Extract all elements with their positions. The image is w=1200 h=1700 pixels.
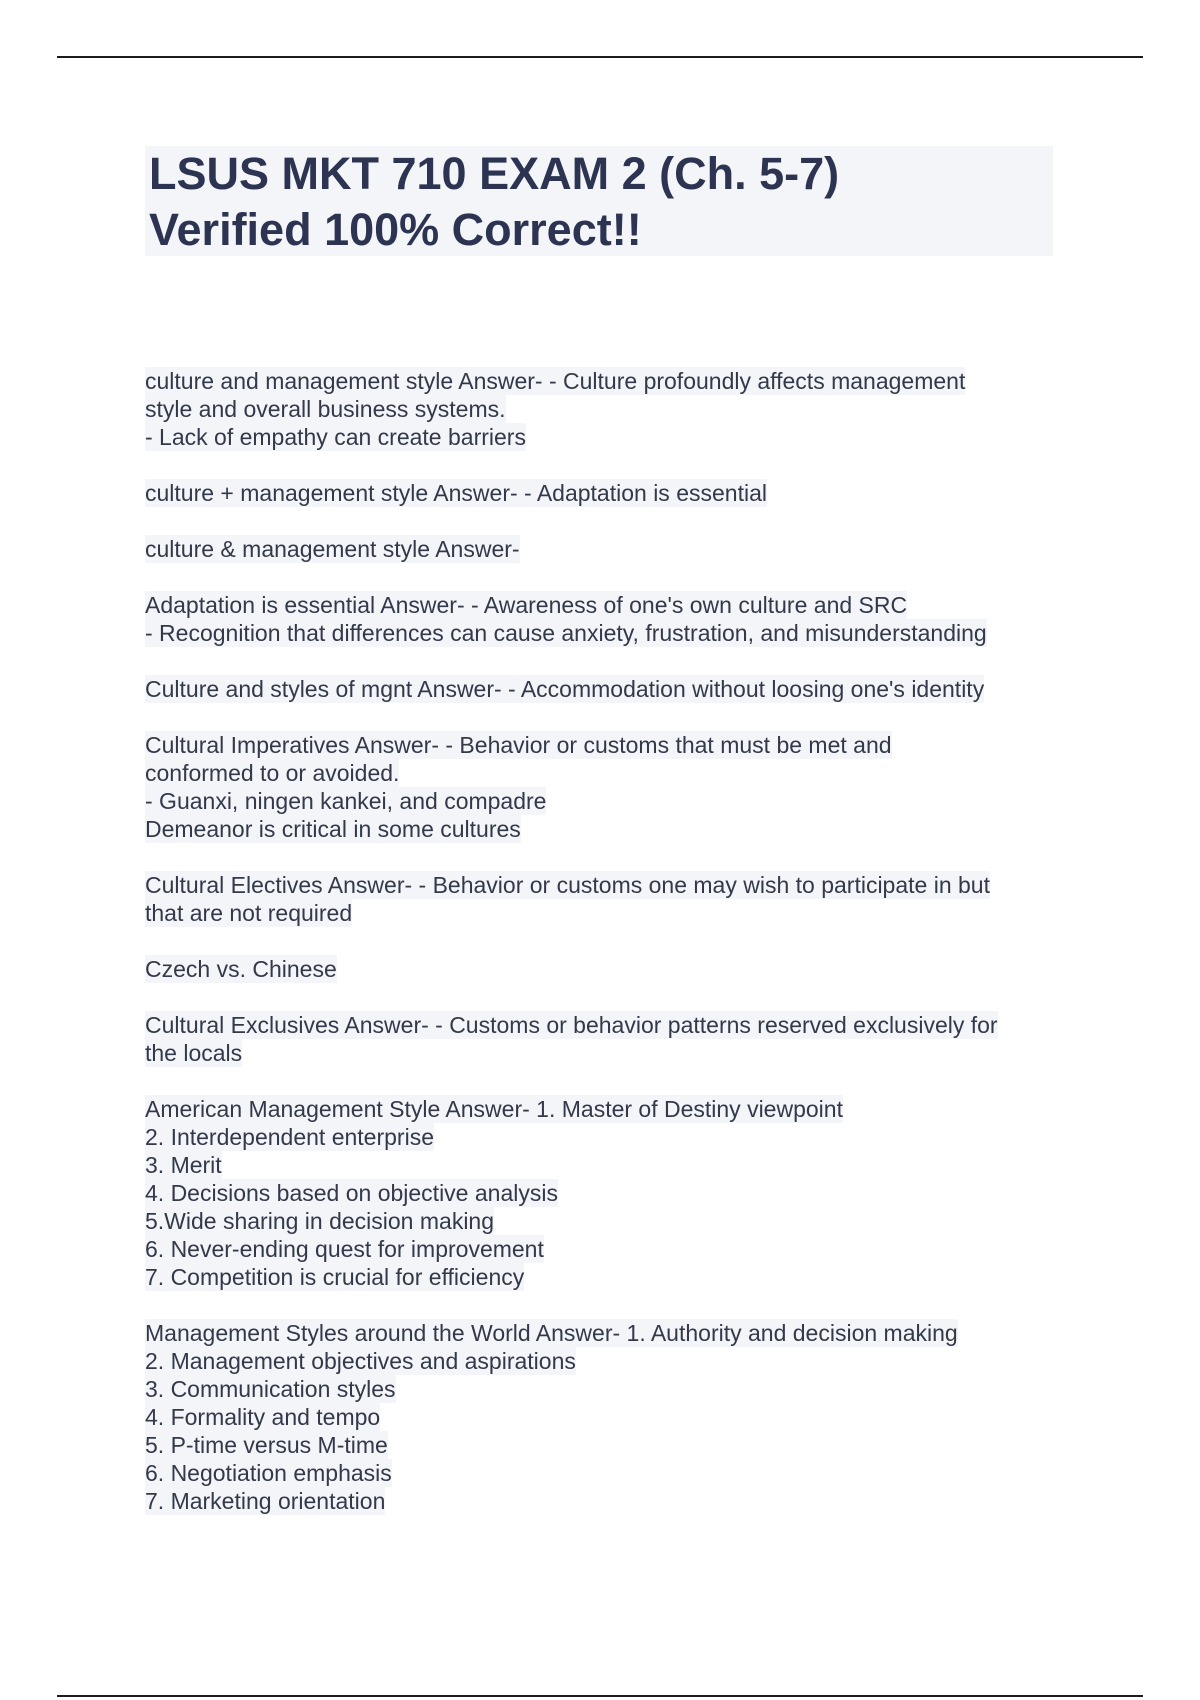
entry-line: 3. Merit [145,1152,222,1178]
entry-line: 2. Interdependent enterprise [145,1124,434,1150]
entry-line: culture and management style Answer- - Culture profoundly affects management [145,368,966,394]
entry-line: 6. Never-ending quest for improvement [145,1236,544,1262]
qa-entry [145,675,1065,703]
entry-line: 7. Marketing orientation [145,1488,386,1514]
entry-line: 5.Wide sharing in decision making [145,1208,495,1234]
entry-line: culture + management style Answer- - Adaptation is essential [145,480,767,506]
entry-line: - Lack of empathy can create barriers [145,424,526,450]
entry-line: 4. Decisions based on objective analysis [145,1180,558,1206]
document-title [145,146,1053,256]
entry-line: - Guanxi, ningen kankei, and compadre [145,788,547,814]
entry-line: 5. P-time versus M-time [145,1432,388,1458]
entry-line: 7. Competition is crucial for efficiency [145,1264,525,1290]
qa-entry [145,1319,1065,1515]
entry-line: 2. Management objectives and aspirations [145,1348,576,1374]
entry-line: 6. Negotiation emphasis [145,1460,392,1486]
qa-entry [145,535,1065,563]
qa-entry [145,871,1065,927]
qa-entry [145,1011,1065,1067]
entry-line: the locals [145,1040,243,1066]
entry-line: Culture and styles of mgnt Answer- - Accommodation without loosing one's identity [145,676,985,702]
entry-line: conformed to or avoided. [145,760,400,786]
entry-line: Cultural Imperatives Answer- - Behavior or customs that must be met and [145,732,892,758]
qa-entry [145,479,1065,507]
entry-line: Demeanor is critical in some cultures [145,816,521,842]
entry-line: American Management Style Answer- 1. Master of Destiny viewpoint [145,1096,843,1122]
entry-line: Cultural Electives Answer- - Behavior or customs one may wish to participate in but [145,872,990,898]
qa-entry [145,1095,1065,1291]
entry-line: 3. Communication styles [145,1376,396,1402]
entry-line: Czech vs. Chinese [145,956,337,982]
title-line: LSUS MKT 710 EXAM 2 (Ch. 5-7) [149,148,840,199]
entry-line: Adaptation is essential Answer- - Awareness of one's own culture and SRC [145,592,908,618]
title-line: Verified 100% Correct!! [149,204,642,255]
entry-line: style and overall business systems. [145,396,506,422]
entry-line: 4. Formality and tempo [145,1404,381,1430]
qa-entry [145,367,1065,451]
entry-line: - Recognition that differences can cause anxiety, frustration, and misunderstanding [145,620,987,646]
bottom-rule [57,1695,1143,1697]
entry-line: culture & management style Answer- [145,536,520,562]
entry-line: that are not required [145,900,353,926]
top-rule [57,56,1143,58]
entry-line: Cultural Exclusives Answer- - Customs or behavior patterns reserved exclusively for [145,1012,998,1038]
entry-line: Management Styles around the World Answer- 1. Authority and decision making [145,1320,958,1346]
qa-entry [145,731,1065,843]
document-body [145,367,1065,1543]
qa-entry [145,591,1065,647]
qa-entry [145,955,1065,983]
